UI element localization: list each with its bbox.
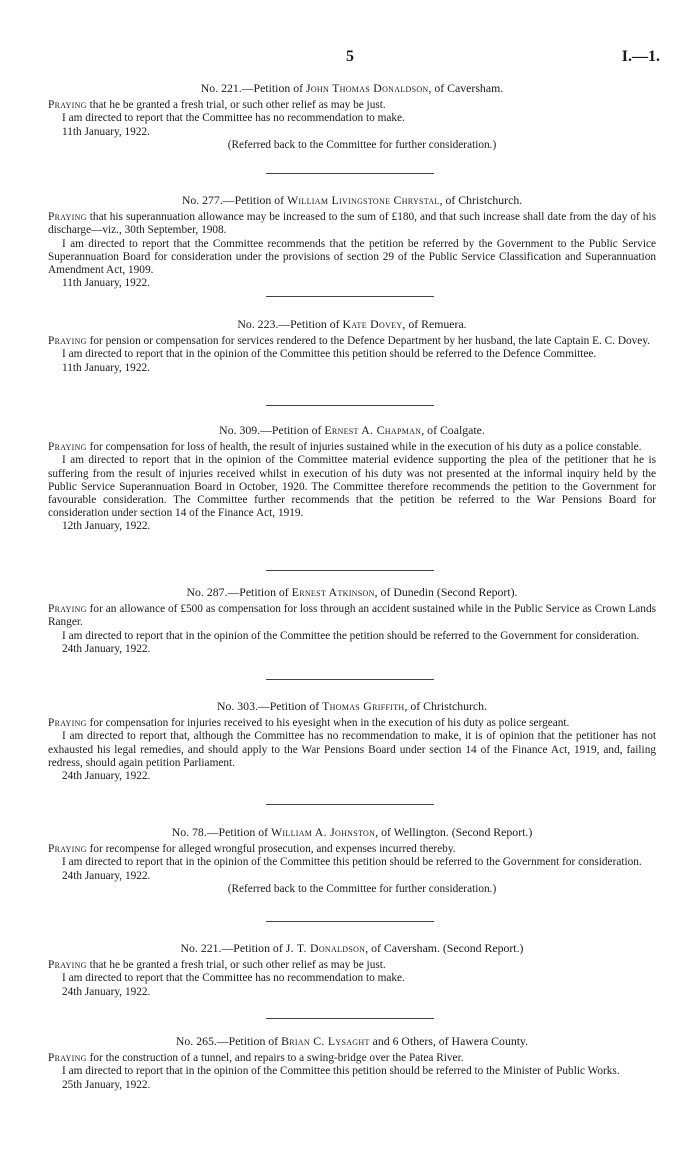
section-divider	[266, 296, 434, 297]
section-divider	[266, 570, 434, 571]
report-paragraph: I am directed to report that in the opinion of the Committee this petition should be referred to the Minister of Public Works.	[62, 1065, 620, 1078]
petition-block	[48, 586, 656, 656]
petitioner-name: Kate Dovey	[342, 317, 403, 331]
petition-title: No. 265.—Petition of Brian C. Lysaght and 6 Others, of Hawera County.	[175, 1034, 529, 1048]
petitioner-name: William A. Johnston	[270, 825, 376, 839]
praying-paragraph: Praying that his superannuation allowance may be increased to the sum of £180, and that such increase shall date from the day of his discharge—viz., 30th September, 1908.	[48, 211, 656, 237]
report-paragraph: I am directed to report that, although the Committee has no recommendation to make, it is of opinion that the petitioner has not exhausted his legal remedies, and should apply to the War Pensions Board under section 14 of the Finance Act, 1919, and, failing redress, should again petition Parliament.	[48, 730, 656, 769]
petition-title: No. 303.—Petition of Thomas Griffith, of Christchurch.	[216, 699, 488, 713]
section-divider	[266, 173, 434, 174]
report-date: 12th January, 1922.	[62, 520, 151, 533]
petition-title: No. 221.—Petition of John Thomas Donaldson, of Caversham.	[200, 81, 504, 95]
petitioner-name: J. T. Donaldson	[285, 941, 366, 955]
petitioner-name: Brian C. Lysaght	[281, 1034, 370, 1048]
report-date: 25th January, 1922.	[62, 1078, 151, 1091]
petition-title: No. 287.—Petition of Ernest Atkinson, of Dunedin (Second Report).	[186, 585, 518, 599]
praying-paragraph: Praying for pension or compensation for services rendered to the Defence Department by her husband, the late Captain E. C. Dovey.	[48, 335, 651, 348]
document-reference: I.—1.	[621, 48, 660, 65]
praying-paragraph: Praying that he be granted a fresh trial, or such other relief as may be just.	[48, 959, 386, 972]
page-number: 5	[346, 48, 354, 65]
petition-block	[48, 942, 656, 999]
petition-title: No. 221.—Petition of J. T. Donaldson, of Caversham. (Second Report.)	[180, 941, 524, 955]
referred-note: (Referred back to the Committee for further consideration.)	[227, 882, 497, 895]
report-paragraph: I am directed to report that in the opinion of the Committee material evidence supporting the plea of the petitioner that he is suffering from the result of injuries received whilst in execution of his duty was not presented at the informal inquiry held by the Public Service Superannuation Board in October, 1920. The Committee therefore recommends the petition to the Government for favourable consideration. The Committee further recommends that the petition be referred to the War Pensions Board for consideration under section 14 of the Finance Act, 1919.	[48, 454, 656, 520]
report-date: 11th January, 1922.	[62, 125, 150, 138]
section-divider	[266, 921, 434, 922]
praying-paragraph: Praying for recompense for alleged wrongful prosecution, and expenses incurred thereby.	[48, 843, 456, 856]
referred-note: (Referred back to the Committee for further consideration.)	[227, 138, 497, 151]
report-date: 24th January, 1922.	[62, 985, 151, 998]
report-paragraph: I am directed to report that in the opinion of the Committee this petition should be referred to the Defence Committee.	[62, 348, 597, 361]
petition-block	[48, 82, 656, 152]
petitioner-name: Ernest Atkinson	[291, 585, 375, 599]
report-date: 11th January, 1922.	[62, 361, 150, 374]
report-date: 24th January, 1922.	[62, 642, 151, 655]
section-divider	[266, 804, 434, 805]
page-header	[0, 48, 700, 68]
praying-paragraph: Praying for compensation for loss of health, the result of injuries sustained while in the execution of his duty as a police constable.	[48, 441, 642, 454]
petition-title: No. 277.—Petition of William Livingstone Chrystal, of Christchurch.	[181, 193, 523, 207]
section-divider	[266, 405, 434, 406]
petition-block	[48, 318, 656, 375]
petition-title: No. 223.—Petition of Kate Dovey, of Remuera.	[237, 317, 467, 331]
report-date: 11th January, 1922.	[62, 277, 150, 290]
petition-block	[48, 194, 656, 290]
petition-block	[48, 424, 656, 534]
report-paragraph: I am directed to report that in the opinion of the Committee this petition should be referred to the Government for consideration.	[62, 856, 642, 869]
petition-block	[48, 700, 656, 783]
report-paragraph: I am directed to report that the Committee recommends that the petition be referred by the Government to the Public Service Superannuation Board for consideration under the provisions of section 29 of the Public Service Classification and Superannuation Amendment Act, 1909.	[48, 237, 656, 277]
petitioner-name: William Livingstone Chrystal	[287, 193, 440, 207]
praying-paragraph: Praying that he be granted a fresh trial, or such other relief as may be just.	[48, 99, 386, 112]
praying-paragraph: Praying for compensation for injuries received to his eyesight when in the execution of his duty as police sergeant.	[48, 717, 570, 730]
praying-paragraph: Praying for an allowance of £500 as compensation for loss through an accident sustained while in the Public Service as Crown Lands Ranger.	[48, 603, 656, 629]
petitioner-name: Thomas Griffith	[322, 699, 405, 713]
report-paragraph: I am directed to report that the Committee has no recommendation to make.	[62, 972, 405, 985]
report-paragraph: I am directed to report that in the opinion of the Committee the petition should be referred to the Government for consideration.	[62, 629, 640, 642]
petition-block	[48, 1035, 656, 1092]
petition-block	[48, 826, 656, 896]
petition-title: No. 309.—Petition of Ernest A. Chapman, of Coalgate.	[219, 423, 485, 437]
report-date: 24th January, 1922.	[62, 770, 151, 783]
petition-title: No. 78.—Petition of William A. Johnston, of Wellington. (Second Report.)	[171, 825, 533, 839]
report-date: 24th January, 1922.	[62, 869, 151, 882]
section-divider	[266, 679, 434, 680]
petitioner-name: Ernest A. Chapman	[324, 423, 422, 437]
section-divider	[266, 1018, 434, 1019]
report-paragraph: I am directed to report that the Committee has no recommendation to make.	[62, 112, 405, 125]
praying-paragraph: Praying for the construction of a tunnel, and repairs to a swing-bridge over the Patea River.	[48, 1052, 464, 1065]
petitioner-name: John Thomas Donaldson	[305, 81, 429, 95]
